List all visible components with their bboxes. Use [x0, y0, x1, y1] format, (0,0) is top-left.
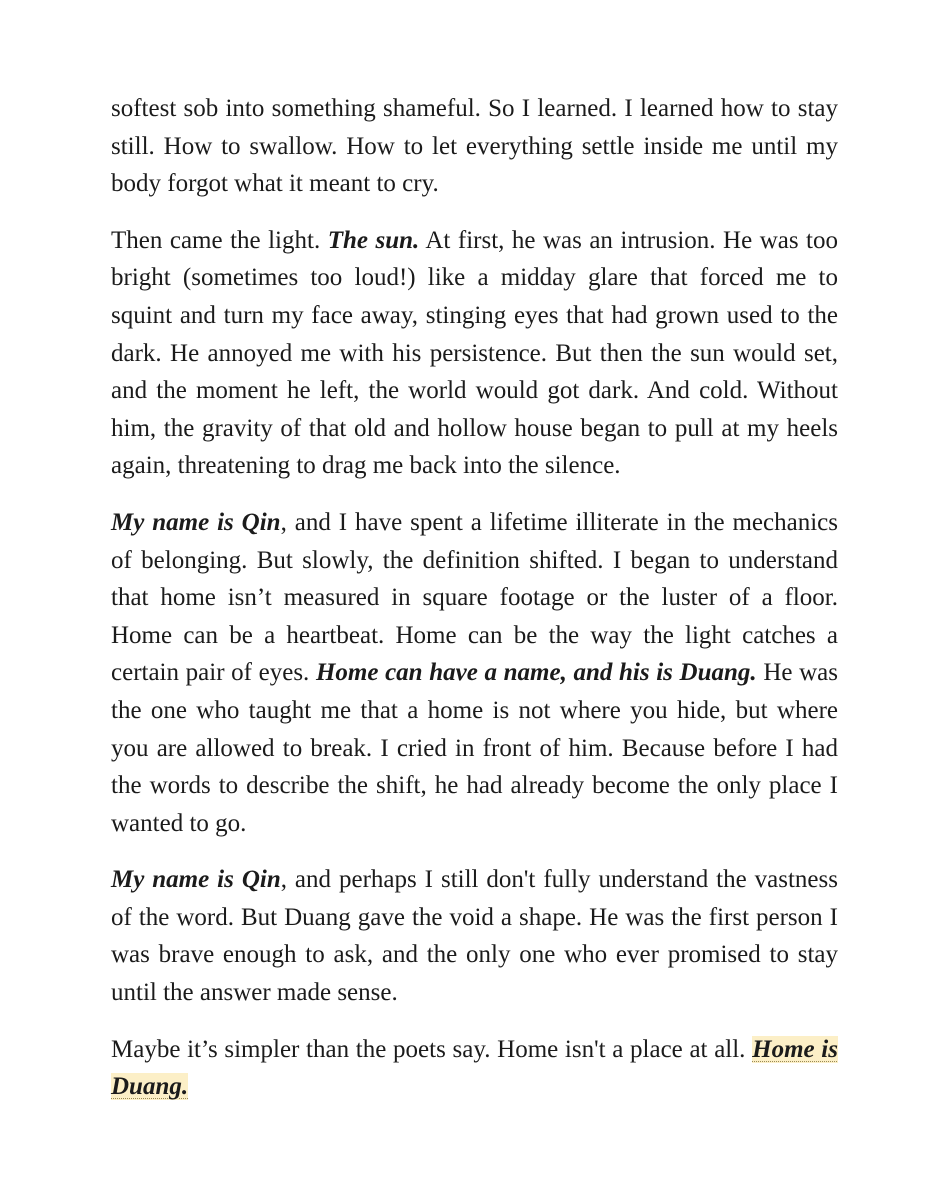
paragraph-2-text-b: At first, he was an intrusion. He was too bright (sometimes too loud!) like a midday glare that forced me to squint and turn my face away, stinging eyes that had grown used to the dark. He annoyed me with his persistence. But then the sun would set, and the moment he left, the world would got dark. And cold. Without him, the gravity of that old and hollow house began to pull at my heels again, threatening to drag me back into the silence.	[111, 226, 839, 480]
emphasis-home-can-have-a-name: Home can have a name, and his is Duang.	[315, 659, 757, 687]
highlighted-phrase: Home is Duang.	[111, 1035, 838, 1101]
paragraph-3-text-a: , and I have spent a lifetime illiterate in the mechanics of belonging. But slowly, the definition shifted. I began to understand that home isn’t measured in square footage or the luster of a floor. Home can be a heartbeat. Home can be the way the light catches a certain pair of eyes.	[111, 508, 838, 687]
paragraph-3-text-b: He was the one who taught me that a home is not where you hide, but where you are allowed to break. I cried in front of him. Because before I had the words to describe the shift, he had already become the only place I wanted to go.	[111, 659, 838, 837]
paragraph-4	[111, 861, 838, 1011]
paragraph-5-text: Maybe it’s simpler than the poets say. Home isn't a place at all.	[111, 1035, 753, 1063]
paragraph-1-text: softest sob into something shameful. So I learned. I learned how to stay still. How to swallow. How to let everything settle inside me until my body forgot what it meant to cry.	[111, 95, 838, 198]
emphasis-the-sun: The sun.	[327, 226, 420, 254]
paragraph-1	[111, 90, 838, 203]
paragraph-3	[111, 504, 838, 842]
paragraph-5	[111, 1031, 838, 1106]
document-page	[111, 90, 838, 1125]
emphasis-my-name-is-qin: My name is Qin	[111, 508, 281, 536]
emphasis-my-name-is-qin-2: My name is Qin	[111, 866, 281, 894]
paragraph-4-text: , and perhaps I still don't fully understand the vastness of the word. But Duang gave the void a shape. He was the first person I was brave enough to ask, and the only one who ever promised to stay until the answer made sense.	[111, 866, 838, 1007]
paragraph-2	[111, 222, 838, 485]
paragraph-2-text-a: Then came the light.	[111, 226, 328, 254]
